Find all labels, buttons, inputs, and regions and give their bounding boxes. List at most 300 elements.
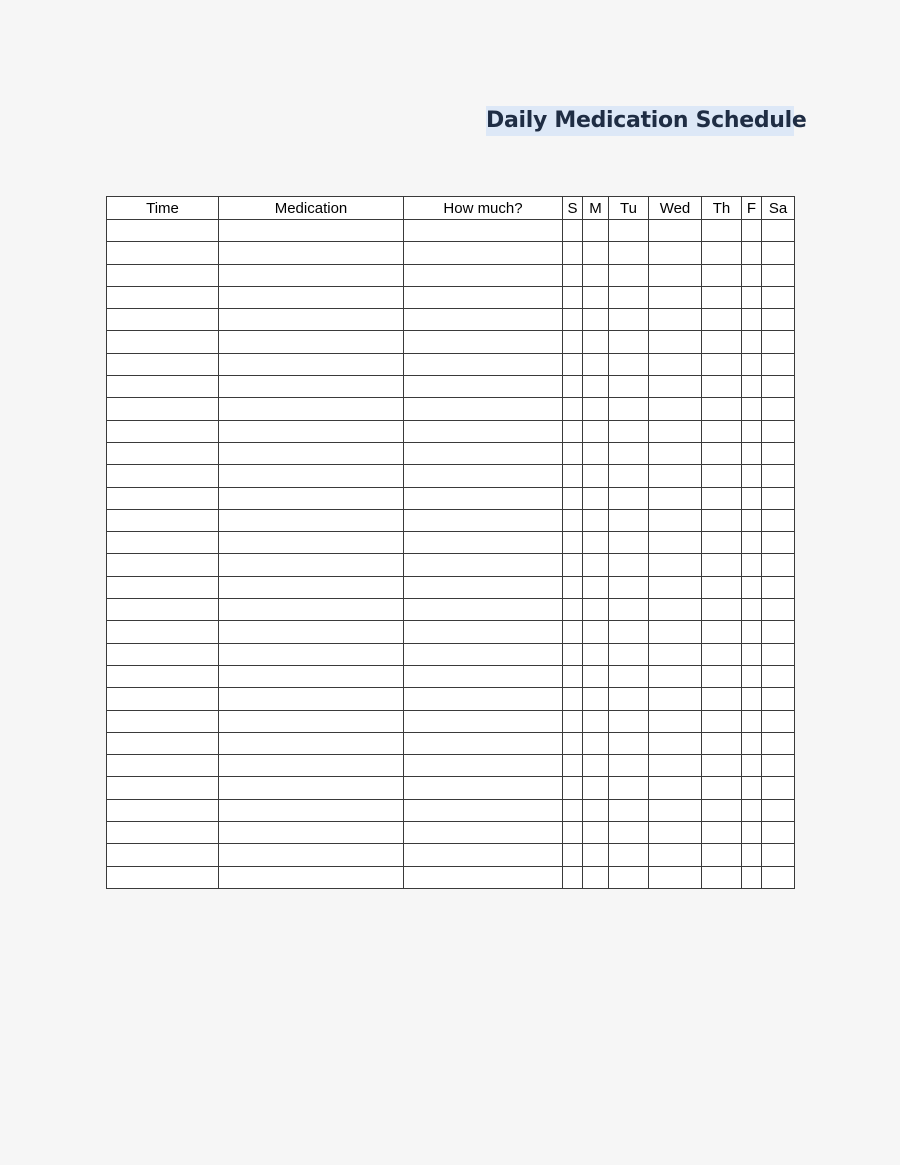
cell-medication[interactable] xyxy=(219,509,404,531)
cell-how-much[interactable] xyxy=(404,220,563,242)
cell-time[interactable] xyxy=(107,242,219,264)
cell-monday[interactable] xyxy=(583,621,609,643)
cell-wednesday[interactable] xyxy=(649,220,702,242)
cell-friday[interactable] xyxy=(742,799,762,821)
cell-friday[interactable] xyxy=(742,532,762,554)
cell-tuesday[interactable] xyxy=(609,621,649,643)
cell-thursday[interactable] xyxy=(702,844,742,866)
cell-monday[interactable] xyxy=(583,844,609,866)
cell-tuesday[interactable] xyxy=(609,465,649,487)
cell-thursday[interactable] xyxy=(702,755,742,777)
cell-tuesday[interactable] xyxy=(609,353,649,375)
cell-time[interactable] xyxy=(107,844,219,866)
cell-monday[interactable] xyxy=(583,442,609,464)
cell-medication[interactable] xyxy=(219,844,404,866)
cell-time[interactable] xyxy=(107,799,219,821)
cell-tuesday[interactable] xyxy=(609,309,649,331)
cell-saturday[interactable] xyxy=(762,465,795,487)
cell-monday[interactable] xyxy=(583,264,609,286)
cell-saturday[interactable] xyxy=(762,487,795,509)
cell-thursday[interactable] xyxy=(702,309,742,331)
cell-tuesday[interactable] xyxy=(609,599,649,621)
cell-thursday[interactable] xyxy=(702,242,742,264)
cell-medication[interactable] xyxy=(219,331,404,353)
cell-saturday[interactable] xyxy=(762,599,795,621)
cell-sunday[interactable] xyxy=(563,532,583,554)
cell-how-much[interactable] xyxy=(404,643,563,665)
cell-friday[interactable] xyxy=(742,376,762,398)
cell-saturday[interactable] xyxy=(762,665,795,687)
cell-wednesday[interactable] xyxy=(649,376,702,398)
cell-monday[interactable] xyxy=(583,487,609,509)
cell-friday[interactable] xyxy=(742,755,762,777)
cell-friday[interactable] xyxy=(742,710,762,732)
cell-saturday[interactable] xyxy=(762,554,795,576)
cell-saturday[interactable] xyxy=(762,242,795,264)
cell-wednesday[interactable] xyxy=(649,554,702,576)
cell-saturday[interactable] xyxy=(762,799,795,821)
cell-friday[interactable] xyxy=(742,643,762,665)
cell-thursday[interactable] xyxy=(702,331,742,353)
cell-monday[interactable] xyxy=(583,242,609,264)
cell-medication[interactable] xyxy=(219,242,404,264)
cell-tuesday[interactable] xyxy=(609,331,649,353)
cell-thursday[interactable] xyxy=(702,732,742,754)
cell-sunday[interactable] xyxy=(563,866,583,888)
cell-sunday[interactable] xyxy=(563,331,583,353)
cell-wednesday[interactable] xyxy=(649,487,702,509)
cell-wednesday[interactable] xyxy=(649,643,702,665)
cell-friday[interactable] xyxy=(742,331,762,353)
cell-thursday[interactable] xyxy=(702,220,742,242)
cell-monday[interactable] xyxy=(583,309,609,331)
cell-friday[interactable] xyxy=(742,688,762,710)
cell-medication[interactable] xyxy=(219,532,404,554)
cell-wednesday[interactable] xyxy=(649,799,702,821)
cell-tuesday[interactable] xyxy=(609,376,649,398)
cell-how-much[interactable] xyxy=(404,621,563,643)
cell-monday[interactable] xyxy=(583,376,609,398)
cell-sunday[interactable] xyxy=(563,755,583,777)
cell-sunday[interactable] xyxy=(563,822,583,844)
cell-thursday[interactable] xyxy=(702,264,742,286)
cell-friday[interactable] xyxy=(742,866,762,888)
cell-saturday[interactable] xyxy=(762,398,795,420)
cell-how-much[interactable] xyxy=(404,554,563,576)
cell-monday[interactable] xyxy=(583,777,609,799)
cell-medication[interactable] xyxy=(219,220,404,242)
cell-how-much[interactable] xyxy=(404,420,563,442)
cell-how-much[interactable] xyxy=(404,532,563,554)
cell-monday[interactable] xyxy=(583,665,609,687)
cell-sunday[interactable] xyxy=(563,554,583,576)
cell-how-much[interactable] xyxy=(404,755,563,777)
cell-thursday[interactable] xyxy=(702,643,742,665)
cell-thursday[interactable] xyxy=(702,532,742,554)
cell-thursday[interactable] xyxy=(702,710,742,732)
cell-time[interactable] xyxy=(107,822,219,844)
cell-medication[interactable] xyxy=(219,621,404,643)
cell-wednesday[interactable] xyxy=(649,822,702,844)
cell-sunday[interactable] xyxy=(563,509,583,531)
cell-medication[interactable] xyxy=(219,442,404,464)
cell-time[interactable] xyxy=(107,353,219,375)
cell-friday[interactable] xyxy=(742,576,762,598)
cell-monday[interactable] xyxy=(583,866,609,888)
cell-tuesday[interactable] xyxy=(609,286,649,308)
cell-time[interactable] xyxy=(107,420,219,442)
cell-friday[interactable] xyxy=(742,442,762,464)
cell-time[interactable] xyxy=(107,220,219,242)
cell-friday[interactable] xyxy=(742,465,762,487)
cell-medication[interactable] xyxy=(219,643,404,665)
cell-how-much[interactable] xyxy=(404,509,563,531)
cell-time[interactable] xyxy=(107,376,219,398)
cell-monday[interactable] xyxy=(583,732,609,754)
cell-tuesday[interactable] xyxy=(609,822,649,844)
cell-sunday[interactable] xyxy=(563,376,583,398)
cell-friday[interactable] xyxy=(742,509,762,531)
cell-tuesday[interactable] xyxy=(609,487,649,509)
cell-friday[interactable] xyxy=(742,665,762,687)
cell-wednesday[interactable] xyxy=(649,755,702,777)
cell-monday[interactable] xyxy=(583,710,609,732)
cell-sunday[interactable] xyxy=(563,398,583,420)
cell-how-much[interactable] xyxy=(404,264,563,286)
cell-monday[interactable] xyxy=(583,286,609,308)
cell-monday[interactable] xyxy=(583,465,609,487)
cell-tuesday[interactable] xyxy=(609,732,649,754)
cell-sunday[interactable] xyxy=(563,777,583,799)
cell-saturday[interactable] xyxy=(762,688,795,710)
cell-time[interactable] xyxy=(107,286,219,308)
cell-thursday[interactable] xyxy=(702,688,742,710)
cell-tuesday[interactable] xyxy=(609,665,649,687)
cell-friday[interactable] xyxy=(742,777,762,799)
cell-friday[interactable] xyxy=(742,599,762,621)
cell-time[interactable] xyxy=(107,755,219,777)
cell-tuesday[interactable] xyxy=(609,576,649,598)
cell-thursday[interactable] xyxy=(702,822,742,844)
cell-medication[interactable] xyxy=(219,732,404,754)
cell-sunday[interactable] xyxy=(563,309,583,331)
cell-time[interactable] xyxy=(107,665,219,687)
cell-monday[interactable] xyxy=(583,532,609,554)
cell-monday[interactable] xyxy=(583,576,609,598)
cell-how-much[interactable] xyxy=(404,309,563,331)
cell-time[interactable] xyxy=(107,465,219,487)
cell-friday[interactable] xyxy=(742,286,762,308)
cell-thursday[interactable] xyxy=(702,554,742,576)
cell-saturday[interactable] xyxy=(762,220,795,242)
cell-friday[interactable] xyxy=(742,844,762,866)
cell-monday[interactable] xyxy=(583,799,609,821)
cell-how-much[interactable] xyxy=(404,844,563,866)
cell-saturday[interactable] xyxy=(762,710,795,732)
cell-friday[interactable] xyxy=(742,554,762,576)
cell-medication[interactable] xyxy=(219,866,404,888)
cell-friday[interactable] xyxy=(742,621,762,643)
cell-friday[interactable] xyxy=(742,398,762,420)
cell-monday[interactable] xyxy=(583,599,609,621)
cell-time[interactable] xyxy=(107,509,219,531)
cell-sunday[interactable] xyxy=(563,264,583,286)
cell-time[interactable] xyxy=(107,866,219,888)
cell-thursday[interactable] xyxy=(702,599,742,621)
cell-tuesday[interactable] xyxy=(609,799,649,821)
cell-wednesday[interactable] xyxy=(649,465,702,487)
cell-medication[interactable] xyxy=(219,487,404,509)
cell-tuesday[interactable] xyxy=(609,777,649,799)
cell-how-much[interactable] xyxy=(404,665,563,687)
cell-monday[interactable] xyxy=(583,398,609,420)
cell-thursday[interactable] xyxy=(702,420,742,442)
cell-monday[interactable] xyxy=(583,688,609,710)
cell-time[interactable] xyxy=(107,264,219,286)
cell-how-much[interactable] xyxy=(404,487,563,509)
cell-medication[interactable] xyxy=(219,755,404,777)
cell-medication[interactable] xyxy=(219,599,404,621)
cell-wednesday[interactable] xyxy=(649,665,702,687)
cell-monday[interactable] xyxy=(583,554,609,576)
cell-medication[interactable] xyxy=(219,665,404,687)
cell-thursday[interactable] xyxy=(702,777,742,799)
cell-sunday[interactable] xyxy=(563,286,583,308)
cell-time[interactable] xyxy=(107,732,219,754)
cell-sunday[interactable] xyxy=(563,643,583,665)
cell-sunday[interactable] xyxy=(563,420,583,442)
cell-wednesday[interactable] xyxy=(649,844,702,866)
cell-saturday[interactable] xyxy=(762,286,795,308)
cell-tuesday[interactable] xyxy=(609,242,649,264)
cell-tuesday[interactable] xyxy=(609,755,649,777)
cell-monday[interactable] xyxy=(583,643,609,665)
cell-medication[interactable] xyxy=(219,398,404,420)
cell-medication[interactable] xyxy=(219,710,404,732)
cell-thursday[interactable] xyxy=(702,286,742,308)
cell-wednesday[interactable] xyxy=(649,777,702,799)
cell-wednesday[interactable] xyxy=(649,331,702,353)
cell-tuesday[interactable] xyxy=(609,866,649,888)
cell-sunday[interactable] xyxy=(563,732,583,754)
cell-time[interactable] xyxy=(107,532,219,554)
cell-tuesday[interactable] xyxy=(609,844,649,866)
cell-time[interactable] xyxy=(107,487,219,509)
cell-friday[interactable] xyxy=(742,732,762,754)
cell-medication[interactable] xyxy=(219,777,404,799)
cell-time[interactable] xyxy=(107,554,219,576)
cell-sunday[interactable] xyxy=(563,688,583,710)
cell-medication[interactable] xyxy=(219,420,404,442)
cell-sunday[interactable] xyxy=(563,442,583,464)
cell-sunday[interactable] xyxy=(563,710,583,732)
cell-how-much[interactable] xyxy=(404,376,563,398)
cell-thursday[interactable] xyxy=(702,487,742,509)
cell-tuesday[interactable] xyxy=(609,264,649,286)
cell-tuesday[interactable] xyxy=(609,220,649,242)
cell-sunday[interactable] xyxy=(563,799,583,821)
cell-tuesday[interactable] xyxy=(609,442,649,464)
cell-friday[interactable] xyxy=(742,353,762,375)
cell-medication[interactable] xyxy=(219,822,404,844)
cell-time[interactable] xyxy=(107,331,219,353)
cell-sunday[interactable] xyxy=(563,353,583,375)
cell-tuesday[interactable] xyxy=(609,554,649,576)
cell-wednesday[interactable] xyxy=(649,866,702,888)
cell-time[interactable] xyxy=(107,576,219,598)
cell-sunday[interactable] xyxy=(563,576,583,598)
cell-monday[interactable] xyxy=(583,509,609,531)
cell-saturday[interactable] xyxy=(762,264,795,286)
cell-wednesday[interactable] xyxy=(649,576,702,598)
cell-thursday[interactable] xyxy=(702,509,742,531)
cell-friday[interactable] xyxy=(742,309,762,331)
cell-tuesday[interactable] xyxy=(609,643,649,665)
cell-wednesday[interactable] xyxy=(649,710,702,732)
cell-wednesday[interactable] xyxy=(649,420,702,442)
cell-friday[interactable] xyxy=(742,220,762,242)
cell-medication[interactable] xyxy=(219,688,404,710)
cell-friday[interactable] xyxy=(742,264,762,286)
cell-medication[interactable] xyxy=(219,286,404,308)
cell-time[interactable] xyxy=(107,599,219,621)
cell-wednesday[interactable] xyxy=(649,353,702,375)
cell-tuesday[interactable] xyxy=(609,532,649,554)
cell-how-much[interactable] xyxy=(404,398,563,420)
cell-saturday[interactable] xyxy=(762,353,795,375)
cell-friday[interactable] xyxy=(742,487,762,509)
cell-medication[interactable] xyxy=(219,465,404,487)
cell-monday[interactable] xyxy=(583,353,609,375)
cell-how-much[interactable] xyxy=(404,353,563,375)
cell-sunday[interactable] xyxy=(563,844,583,866)
cell-tuesday[interactable] xyxy=(609,420,649,442)
cell-wednesday[interactable] xyxy=(649,242,702,264)
cell-saturday[interactable] xyxy=(762,309,795,331)
cell-tuesday[interactable] xyxy=(609,509,649,531)
cell-medication[interactable] xyxy=(219,309,404,331)
cell-wednesday[interactable] xyxy=(649,732,702,754)
cell-wednesday[interactable] xyxy=(649,286,702,308)
cell-wednesday[interactable] xyxy=(649,264,702,286)
cell-time[interactable] xyxy=(107,643,219,665)
cell-how-much[interactable] xyxy=(404,822,563,844)
cell-thursday[interactable] xyxy=(702,576,742,598)
cell-saturday[interactable] xyxy=(762,331,795,353)
cell-how-much[interactable] xyxy=(404,599,563,621)
cell-friday[interactable] xyxy=(742,420,762,442)
cell-saturday[interactable] xyxy=(762,777,795,799)
cell-monday[interactable] xyxy=(583,420,609,442)
cell-time[interactable] xyxy=(107,688,219,710)
cell-sunday[interactable] xyxy=(563,599,583,621)
cell-wednesday[interactable] xyxy=(649,599,702,621)
cell-monday[interactable] xyxy=(583,755,609,777)
cell-saturday[interactable] xyxy=(762,643,795,665)
cell-sunday[interactable] xyxy=(563,242,583,264)
cell-wednesday[interactable] xyxy=(649,621,702,643)
cell-how-much[interactable] xyxy=(404,286,563,308)
cell-wednesday[interactable] xyxy=(649,442,702,464)
cell-how-much[interactable] xyxy=(404,777,563,799)
cell-how-much[interactable] xyxy=(404,732,563,754)
cell-thursday[interactable] xyxy=(702,621,742,643)
cell-how-much[interactable] xyxy=(404,688,563,710)
cell-medication[interactable] xyxy=(219,576,404,598)
cell-saturday[interactable] xyxy=(762,532,795,554)
cell-thursday[interactable] xyxy=(702,376,742,398)
cell-medication[interactable] xyxy=(219,353,404,375)
cell-medication[interactable] xyxy=(219,799,404,821)
cell-thursday[interactable] xyxy=(702,442,742,464)
cell-time[interactable] xyxy=(107,777,219,799)
cell-friday[interactable] xyxy=(742,242,762,264)
cell-how-much[interactable] xyxy=(404,799,563,821)
cell-wednesday[interactable] xyxy=(649,688,702,710)
cell-medication[interactable] xyxy=(219,264,404,286)
cell-thursday[interactable] xyxy=(702,799,742,821)
cell-thursday[interactable] xyxy=(702,353,742,375)
cell-time[interactable] xyxy=(107,398,219,420)
cell-thursday[interactable] xyxy=(702,398,742,420)
cell-saturday[interactable] xyxy=(762,732,795,754)
cell-how-much[interactable] xyxy=(404,331,563,353)
cell-saturday[interactable] xyxy=(762,844,795,866)
cell-tuesday[interactable] xyxy=(609,398,649,420)
cell-thursday[interactable] xyxy=(702,665,742,687)
cell-friday[interactable] xyxy=(742,822,762,844)
cell-wednesday[interactable] xyxy=(649,509,702,531)
cell-how-much[interactable] xyxy=(404,866,563,888)
cell-saturday[interactable] xyxy=(762,576,795,598)
cell-how-much[interactable] xyxy=(404,442,563,464)
cell-thursday[interactable] xyxy=(702,866,742,888)
cell-how-much[interactable] xyxy=(404,242,563,264)
cell-saturday[interactable] xyxy=(762,509,795,531)
cell-sunday[interactable] xyxy=(563,621,583,643)
cell-time[interactable] xyxy=(107,442,219,464)
cell-saturday[interactable] xyxy=(762,442,795,464)
cell-time[interactable] xyxy=(107,710,219,732)
cell-tuesday[interactable] xyxy=(609,710,649,732)
cell-thursday[interactable] xyxy=(702,465,742,487)
cell-how-much[interactable] xyxy=(404,576,563,598)
cell-saturday[interactable] xyxy=(762,621,795,643)
cell-time[interactable] xyxy=(107,309,219,331)
cell-sunday[interactable] xyxy=(563,487,583,509)
cell-saturday[interactable] xyxy=(762,866,795,888)
cell-how-much[interactable] xyxy=(404,465,563,487)
cell-monday[interactable] xyxy=(583,331,609,353)
cell-tuesday[interactable] xyxy=(609,688,649,710)
cell-saturday[interactable] xyxy=(762,420,795,442)
cell-saturday[interactable] xyxy=(762,755,795,777)
cell-saturday[interactable] xyxy=(762,822,795,844)
cell-time[interactable] xyxy=(107,621,219,643)
cell-wednesday[interactable] xyxy=(649,532,702,554)
cell-sunday[interactable] xyxy=(563,665,583,687)
cell-how-much[interactable] xyxy=(404,710,563,732)
cell-wednesday[interactable] xyxy=(649,398,702,420)
cell-wednesday[interactable] xyxy=(649,309,702,331)
cell-monday[interactable] xyxy=(583,822,609,844)
cell-medication[interactable] xyxy=(219,376,404,398)
cell-saturday[interactable] xyxy=(762,376,795,398)
cell-monday[interactable] xyxy=(583,220,609,242)
cell-sunday[interactable] xyxy=(563,220,583,242)
cell-medication[interactable] xyxy=(219,554,404,576)
cell-sunday[interactable] xyxy=(563,465,583,487)
